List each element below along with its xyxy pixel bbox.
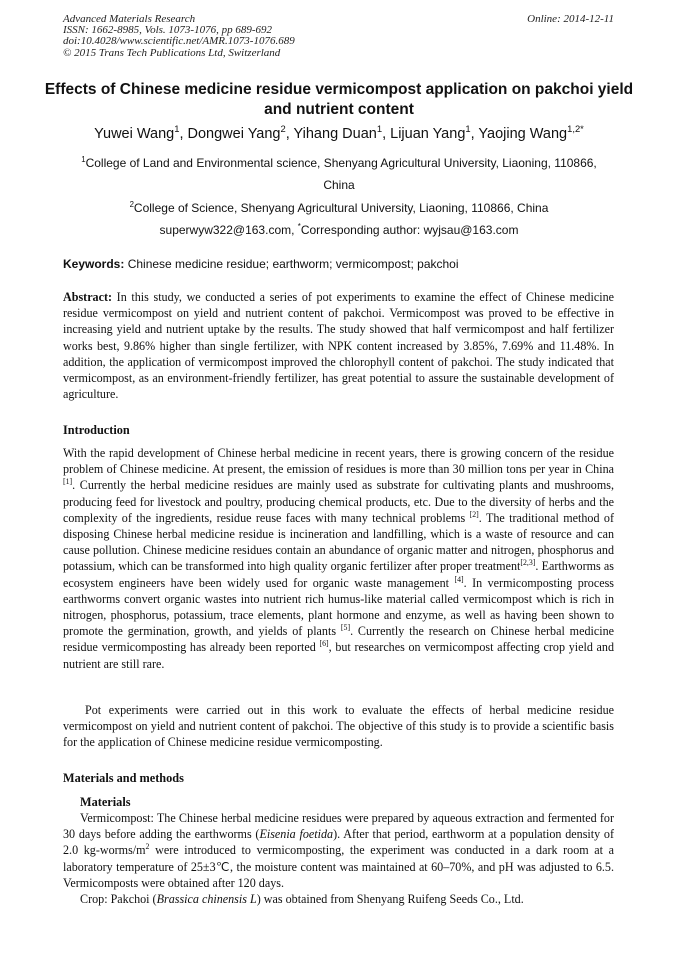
author: Yaojing Wang xyxy=(478,126,568,142)
affiliation-text: College of Science, Shenyang Agricultural University, Liaoning, 110866, China xyxy=(133,201,549,215)
issn-line: ISSN: 1662-8985, Vols. 1073-1076, pp 689-692 xyxy=(63,24,272,37)
paragraph-text: ) was obtained from Shenyang Ruifeng Seeds Co., Ltd. xyxy=(256,892,524,906)
paragraph-text: . The traditional method of disposing Chinese herbal medicine residue is incineration and landfilling, which is a waste of resource and can cause pollution. Chinese medicine residues contain an abundance of organic matter and nitrogen, phosphorus and potassium, which can be transformed into high quality organic fertilizer after proper treatment xyxy=(63,510,614,574)
keywords xyxy=(63,257,459,271)
keywords-text: Chinese medicine residue; earthworm; vermicompost; pakchoi xyxy=(124,257,459,271)
paragraph-text: . Currently the research on Chinese herbal medicine residue vermicomposting has already been reported xyxy=(63,624,614,655)
citation: [2,3] xyxy=(520,558,536,568)
crop-paragraph xyxy=(63,891,614,907)
introduction-paragraph-2: Pot experiments were carried out in this work to evaluate the effects of herbal medicine residue vermicompost on yield and nutrient content of pakchoi. The objective of this study is to provide a scientific basis for the application of Chinese medicine residue vermicomposting. xyxy=(63,703,614,750)
paper-title: Effects of Chinese medicine residue vermicompost application on pakchoi yield and nutrient content xyxy=(44,81,634,118)
author-affiliation-mark: 1,2* xyxy=(567,123,584,135)
online-date: Online: 2014-12-11 xyxy=(527,13,614,25)
author-email: superwyw322@163.com, xyxy=(159,223,298,237)
paragraph-text: ). After that period, earthworm at a population density of 2.0 kg-worms/m xyxy=(63,827,614,858)
citation: [6] xyxy=(319,639,329,649)
author: Lijuan Yang xyxy=(390,126,466,142)
citation: [5] xyxy=(340,623,351,633)
vermicompost-paragraph xyxy=(63,810,614,891)
paragraph-text: Vermicompost: The Chinese herbal medicine residues were prepared by aqueous extraction and fermented for 30 days before adding the earthworms ( xyxy=(63,811,614,842)
abstract-text: In this study, we conducted a series of pot experiments to examine the effect of Chinese medicine residue vermicompost on yield and nutrient content of pakchoi. Vermicompost was proved to be effective in increasing yield and nutrient uptake by the results. The study showed that half vermicompost and half fertilizer works best, 9.86% higher than single fertilizer, with NPK content increased by 3.85%, 7.69% and 11.48%. In addition, the application of vermicompost improved the chlorophyll content of pakchoi. The study indicated that vermicompost, as an environment-friendly fertilizer, has great potential to assure the sustainable development of agriculture. xyxy=(63,290,614,402)
author-separator: , xyxy=(382,126,391,142)
introduction-paragraph xyxy=(63,445,614,672)
author-affiliation-mark: 1 xyxy=(376,123,383,135)
affiliation-mark: 1 xyxy=(81,155,86,164)
paragraph-text: Crop: Pakchoi ( xyxy=(80,892,157,906)
affiliation-1-country: China xyxy=(323,178,355,192)
contact-emails xyxy=(40,222,638,238)
author-separator: , xyxy=(470,126,479,142)
paragraph-text: With the rapid development of Chinese herbal medicine in recent years, there is growing concern of the residue problem of Chinese medicine. At present, the emission of residues is more than 30 million tons per year in China xyxy=(63,446,614,477)
author: Yihang Duan xyxy=(293,126,377,142)
species-name: Eisenia foetida xyxy=(259,827,334,842)
abstract-label: Abstract: xyxy=(63,290,113,304)
paragraph-text: . In vermicomposting process earthworms convert organic wastes into nutrient rich humus-like material called vermicompost which is rich in nitrogen, phosphorus, potassium, trace elements, plant hormone and enzyme, as well as having been shown to promote the germination, growth, and yields of plants xyxy=(63,575,614,639)
materials-subheading: Materials xyxy=(80,795,131,809)
author-separator: , xyxy=(285,126,294,142)
author: Yuwei Wang xyxy=(94,126,175,142)
methods-heading: Materials and methods xyxy=(63,771,184,785)
unit-exponent: 2 xyxy=(145,842,150,852)
copyright-line: © 2015 Trans Tech Publications Ltd, Switzerland xyxy=(63,46,281,59)
abstract xyxy=(63,289,614,402)
affiliation-mark: 2 xyxy=(129,200,134,209)
corresponding-author: Corresponding author: wyjsau@163.com xyxy=(300,223,519,237)
author-affiliation-mark: 2 xyxy=(280,123,286,135)
citation: [2] xyxy=(469,509,479,519)
species-name: Brassica chinensis L xyxy=(156,892,257,906)
doi-line: doi:10.4028/www.scientific.net/AMR.1073-1076.689 xyxy=(63,35,295,48)
introduction-heading: Introduction xyxy=(63,423,130,437)
keywords-label: Keywords: xyxy=(63,257,125,271)
affiliation-2 xyxy=(40,200,638,216)
paragraph-text: , but researches on vermicompost affecting crop yield and nutrient are still rare. xyxy=(63,640,615,671)
paragraph-text: . Earthworms as ecosystem engineers have been widely used for organic waste management xyxy=(63,559,614,590)
journal-name: Advanced Materials Research xyxy=(63,13,196,25)
author-affiliation-mark: 1 xyxy=(465,123,471,135)
affiliation-1 xyxy=(40,155,638,171)
author-list xyxy=(0,123,678,142)
affiliation-text: College of Land and Environmental science, Shenyang Agricultural University, Liaoning, 110866, xyxy=(85,156,597,170)
author-separator: , xyxy=(179,126,188,142)
citation: [1] xyxy=(63,477,73,487)
corresponding-mark: * xyxy=(297,222,301,231)
author-affiliation-mark: 1 xyxy=(174,123,180,135)
journal-header xyxy=(63,14,295,59)
author: Dongwei Yang xyxy=(187,126,281,142)
paragraph-text: were introduced to vermicomposting, the experiment was conducted in a dark room at a laboratory temperature of 25±3℃, the moisture content was maintained at 60–70%, and pH was adjusted to 6.5. Vermicomposts were obtained after 120 days. xyxy=(63,843,614,890)
paragraph-text: . Currently the herbal medicine residues are mainly used as substrate for cultivating plants and mushrooms, producing feed for livestock and poultry, producing chemical products, etc. Due to the diversity of herbs and the complexity of the ingredients, residue reuse faces with many technical problems xyxy=(63,478,614,525)
citation: [4] xyxy=(454,574,464,584)
